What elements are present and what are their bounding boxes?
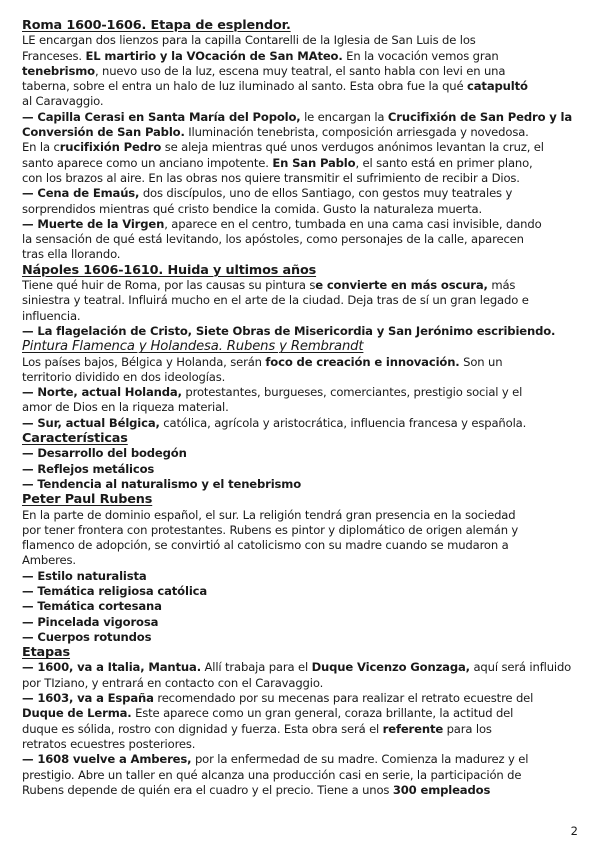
text-run: Son un [459,354,503,369]
document-body [22,18,578,798]
section-heading [22,339,578,354]
text-run: Características [22,431,128,447]
text-line [22,202,578,217]
bold-text: — Cuerpos rotundos [22,629,152,644]
bold-text: — Cena de Emaús, [22,186,140,201]
text-line [22,64,578,79]
text-run: , nuevo uso de la luz, escena muy teatral, el santo habla con levi en una [94,63,506,78]
text-line [22,783,578,798]
text-run: Iluminación tenebrista, composición arriesgada y novedosa. [184,125,529,140]
text-line [22,660,578,675]
section-heading [22,645,578,660]
text-line [22,416,578,431]
text-line [22,186,578,201]
text-line [22,110,578,125]
text-run: al Caravaggio. [22,94,104,109]
text-line [22,569,578,584]
page-number: 2 [570,824,578,838]
text-line [22,370,578,385]
text-run: Allí trabaja para el [200,660,312,675]
bold-text: — Reflejos metálicos [22,461,155,476]
text-run: duque es sólida, rostro con dignidad y fuerza. Esta obra será el [22,721,383,736]
text-run: aquí será influido [469,660,572,675]
bold-text: referente [382,721,444,736]
text-line [22,722,578,737]
section-heading [22,263,578,278]
text-run: LE encargan dos lienzos para la capilla Contarelli de la Iglesia de San Luis de los [22,33,476,48]
text-run: sorprendidos mientras qué cristo bendice la comida. Gusto la naturaleza muerta. [22,201,483,216]
text-line [22,538,578,553]
bold-text: — Capilla Cerasi en Santa María del Popolo, [22,109,301,124]
bold-text: foco de creación e innovación. [265,354,460,369]
text-run: , aparece en el centro, tumbada en una cama casi invisible, dando [164,216,542,231]
text-line [22,79,578,94]
text-run: influencia. [22,308,81,323]
text-run: Peter Paul Rubens [22,492,153,508]
text-line [22,400,578,415]
text-line [22,676,578,691]
text-line [22,691,578,706]
bold-text: — Temática religiosa católica [22,583,208,598]
section-heading [22,492,578,507]
bold-text: — 1600, va a Italia, Mantua. [22,660,201,675]
bold-text: — Tendencia al naturalismo y el tenebrismo [22,476,302,491]
text-line [22,462,578,477]
text-run: se aleja mientras qué unos verdugos anónimos levantan la cruz, el [161,140,544,155]
text-line [22,523,578,538]
text-run: Este aparece como un gran general, coraza brillante, la actitud del [131,706,514,721]
text-run: , el santo está en primer plano, [355,155,533,170]
text-line [22,630,578,645]
text-line [22,768,578,783]
text-run: Nápoles 1606-1610. Huida y ultimos años [22,262,317,278]
text-run: por la enfermedad de su madre. Comienza la madurez y el [191,752,529,767]
text-run: Tiene qué huir de Roma, por las causas su pintura s [22,278,316,293]
text-run: Los países bajos, Bélgica y Holanda, serán [22,354,266,369]
text-line [22,508,578,523]
text-line [22,171,578,186]
text-line [22,232,578,247]
text-run: más [487,278,516,293]
text-line [22,477,578,492]
bold-text: — 1603, va a España [22,691,154,706]
bold-text: EL martirio y la VOcación de San MAteo. [85,48,343,63]
bold-text: — La flagelación de Cristo, Siete Obras de Misericordia y San Jerónimo escribiendo. [22,323,556,338]
bold-text: Duque de Lerma. [22,706,132,721]
text-line [22,752,578,767]
text-line [22,706,578,721]
text-line [22,355,578,370]
text-line [22,49,578,64]
text-line [22,553,578,568]
text-line [22,324,578,339]
text-run: Franceses. [22,48,86,63]
text-run: le encargan la [300,109,388,124]
bold-text: Conversión de San Pablo. [22,125,185,140]
text-line [22,94,578,109]
bold-text: Duque Vicenzo Gonzaga, [311,660,470,675]
bold-text: — 1608 vuelve a Amberes, [22,752,192,767]
bold-text: Crucifixión de San Pedro y la [387,109,573,124]
text-run: la sensación de qué está levitando, los apóstoles, como personajes de la calle, aparecen [22,232,524,247]
bold-text: 300 empleados [392,782,491,797]
bold-text: — Estilo naturalista [22,568,147,583]
text-line [22,217,578,232]
bold-text: — Desarrollo del bodegón [22,446,187,461]
text-run: Roma 1600-1606. Etapa de esplendor. [22,18,291,33]
bold-text: catapultó [467,79,528,94]
text-line [22,247,578,262]
text-line [22,33,578,48]
text-run: para los [443,721,492,736]
section-heading [22,431,578,446]
text-line [22,156,578,171]
text-line [22,125,578,140]
bold-text: rucifixión Pedro [59,140,162,155]
text-run: dos discípulos, uno de ellos Santiago, con gestos muy teatrales y [139,186,513,201]
text-line [22,385,578,400]
bold-text: — Temática cortesana [22,599,162,614]
text-run: católica, agrícola y aristocrática, influencia francesa y española. [159,415,527,430]
text-run: con los brazos al aire. En las obras nos quiere transmitir el sufrimiento de recibir a Dios. [22,170,520,185]
text-run: siniestra y teatral. Influirá mucho en el arte de la ciudad. Deja tras de sí un gran legado e [22,293,529,308]
text-run: santo aparece como un anciano impotente. [22,155,273,170]
bold-text: — Pincelada vigorosa [22,614,159,629]
bold-text: — Norte, actual Holanda, [22,385,182,400]
text-line [22,599,578,614]
text-line [22,293,578,308]
text-run: En la parte de dominio español, el sur. La religión tendrá gran presencia en la sociedad [22,507,516,522]
text-run: Etapas [22,645,71,661]
text-run: Amberes. [22,553,76,568]
text-run: amor de Dios en la riqueza material. [22,400,229,415]
text-run: Rubens depende de quién era el cuadro y el precio. Tiene a unos [22,782,393,797]
text-run: flamenco de adopción, se convirtió al catolicismo con su madre cuando se mudaron a [22,538,509,553]
text-run: recomendado por su mecenas para realizar el retrato ecuestre del [153,691,534,706]
bold-text: En San Pablo [272,155,356,170]
text-line [22,615,578,630]
bold-text: tenebrismo [22,63,95,78]
text-run: tras ella llorando. [22,247,121,262]
text-run: En la vocación vemos gran [342,48,499,63]
text-run: protestantes, burgueses, comerciantes, prestigio social y el [181,385,523,400]
text-line [22,140,578,155]
bold-text: e convierte en más oscura, [315,278,488,293]
text-run: retratos ecuestres posteriores. [22,736,196,751]
section-heading [22,18,578,33]
text-run: por tener frontera con protestantes. Rubens es pintor y diplomático de origen alemán y [22,522,519,537]
text-run: En la c [22,140,60,155]
text-line [22,737,578,752]
text-line [22,584,578,599]
text-run: Pintura Flamenca y Holandesa. Rubens y Rembrandt [22,339,364,355]
text-line [22,278,578,293]
text-line [22,446,578,461]
text-line [22,309,578,324]
bold-text: — Muerte de la Virgen [22,216,165,231]
text-run: por TIziano, y entrará en contacto con el Caravaggio. [22,675,324,690]
text-run: territorio dividido en dos ideologías. [22,369,226,384]
text-run: prestigio. Abre un taller en qué alcanza una producción casi en serie, la participación de [22,767,522,782]
text-run: taberna, sobre el entra un halo de luz iluminado al santo. Esta obra fue la qué [22,79,468,94]
bold-text: — Sur, actual Bélgica, [22,415,160,430]
